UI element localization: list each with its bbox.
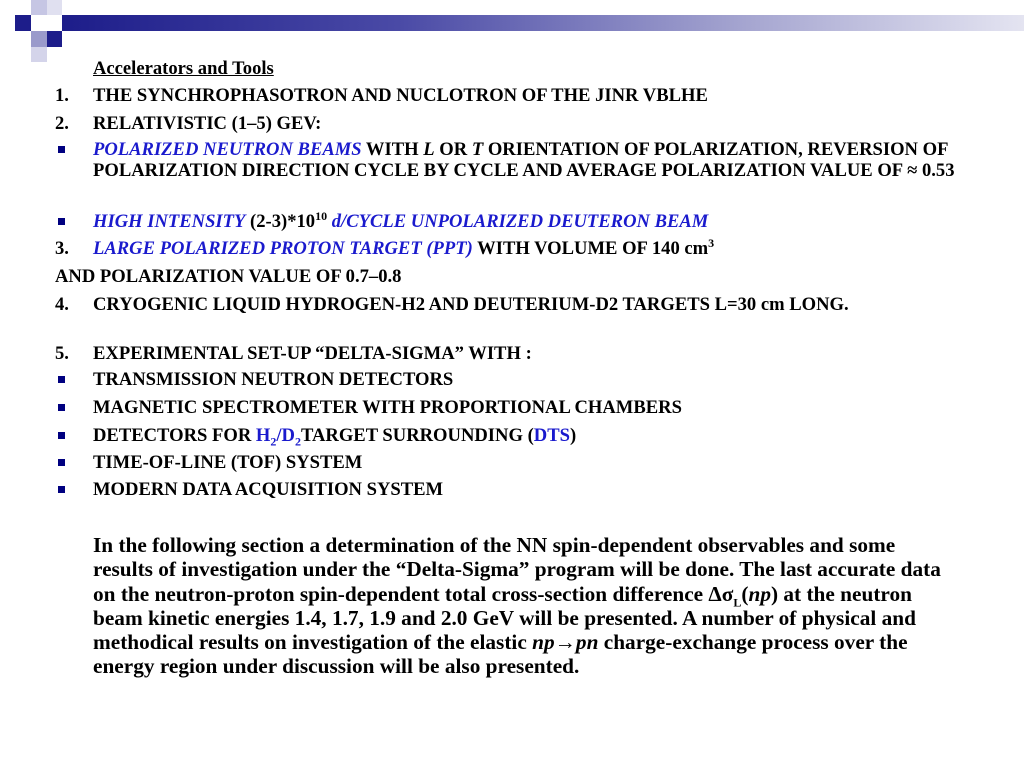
subscript: L [733, 594, 742, 609]
summary-paragraph [93, 533, 958, 679]
text-span: DETECTORS FOR [93, 425, 256, 446]
item-text: TRANSMISSION NEUTRON DETECTORS [93, 369, 454, 390]
text-span: T [471, 139, 484, 160]
blue-text: DTS [533, 425, 570, 446]
item-text: RELATIVISTIC (1–5) GEV: [93, 113, 322, 134]
item-text [93, 208, 973, 232]
item-text: EXPERIMENTAL SET-UP “DELTA-SIGMA” WITH : [93, 343, 532, 364]
superscript: 3 [708, 235, 715, 250]
text-span: ORIENTATION OF POLARIZATION, REVERSION OF POLARIZATION DIRECTION CYCLE BY CYCLE AND AVERAGE POLARIZATION VALUE OF ≈ 0.53 [93, 139, 955, 181]
bullet-square-icon [58, 218, 65, 225]
text-span: ( [741, 581, 749, 606]
item-text [93, 425, 973, 449]
bullet-square-icon [58, 376, 65, 383]
text-span: L [423, 139, 435, 160]
text-span: WITH VOLUME OF 140 cm [472, 238, 709, 259]
blue-text: LARGE POLARIZED PROTON TARGET (PPT) [93, 238, 473, 259]
item-text: CRYOGENIC LIQUID HYDROGEN-H2 AND DEUTERIUM-D2 TARGETS L=30 cm LONG. [93, 294, 849, 315]
text-span: TARGET SURROUNDING ( [300, 425, 534, 446]
item-number: 1. [55, 85, 69, 106]
subscript: 2 [270, 434, 277, 449]
text-span: OR [434, 139, 472, 160]
bullet-square-icon [58, 432, 65, 439]
blue-text: POLARIZED NEUTRON BEAMS [93, 139, 362, 160]
slide-heading [93, 58, 1023, 79]
bullet-square-icon [58, 486, 65, 493]
blue-text: HIGH INTENSITY [93, 211, 246, 232]
item-text [93, 235, 973, 259]
bullet-square-icon [58, 146, 65, 153]
item-number: 2. [55, 113, 69, 134]
blue-text: /D [276, 425, 295, 446]
item-number: 5. [55, 343, 69, 364]
text-span: (2-3)*10 [245, 211, 316, 232]
bullet-square-icon [58, 404, 65, 411]
text-span: ) at the neutron beam kinetic energies 1.4, 1.7, 1.9 and 2.0 GeV will be presented. A number of physical and methodical results on investigation of the elastic [93, 581, 916, 655]
item-text: MODERN DATA ACQUISITION SYSTEM [93, 479, 444, 500]
item-text [93, 139, 973, 181]
text-span: In the following section a determination of the NN spin-dependent observables and some results of investigation under the “Delta-Sigma” program will be done. The last accurate data on the neutron-proton spin-dependent total cross-section difference Δσ [93, 533, 941, 606]
blue-text: d/CYCLE UNPOLARIZED DEUTERON BEAM [327, 211, 709, 232]
text-span: np→pn [532, 630, 599, 655]
subscript: 2 [294, 434, 301, 449]
blue-text: H [255, 425, 271, 446]
item-text: TIME-OF-LINE (TOF) SYSTEM [93, 452, 363, 473]
item-number: 3. [55, 238, 69, 259]
list-item-3-continuation [55, 266, 985, 287]
item-number: 4. [55, 294, 69, 315]
superscript: 10 [315, 208, 328, 223]
item-text: THE SYNCHROPHASOTRON AND NUCLOTRON OF THE JINR VBLHE [93, 85, 708, 106]
item-text: MAGNETIC SPECTROMETER WITH PROPORTIONAL CHAMBERS [93, 397, 682, 418]
bullet-square-icon [58, 459, 65, 466]
item-text: AND POLARIZATION VALUE OF 0.7–0.8 [55, 266, 402, 287]
text-span: WITH [361, 139, 424, 160]
heading-text: Accelerators and Tools [93, 58, 274, 79]
text-span: charge-exchange process over the energy region under discussion will be also presented. [93, 630, 908, 679]
text-span: np [748, 581, 771, 606]
text-span: ) [569, 425, 577, 446]
